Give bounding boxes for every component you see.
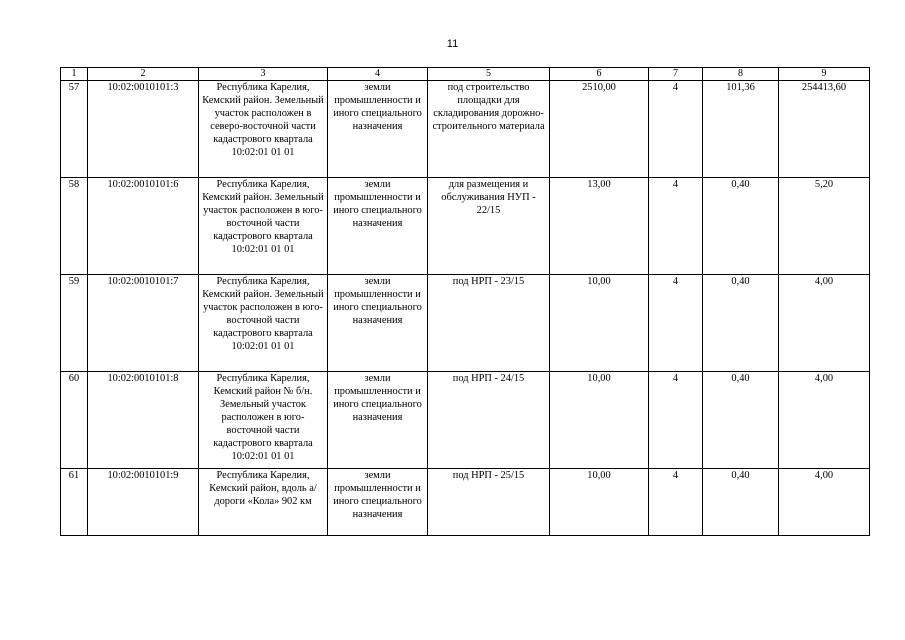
table-row <box>61 469 870 536</box>
column-header: 9 <box>779 68 870 81</box>
plot-area: 2510,00 <box>550 81 649 178</box>
column-header: 7 <box>649 68 703 81</box>
row-number: 60 <box>61 372 88 469</box>
column-8-value: 0,40 <box>703 372 779 469</box>
table-row <box>61 81 870 178</box>
column-7-value: 4 <box>649 372 703 469</box>
table-row <box>61 178 870 275</box>
column-8-value: 0,40 <box>703 469 779 536</box>
row-number: 61 <box>61 469 88 536</box>
plot-location: Республика Карелия, Кемский район № б/н. Земельный участок расположен в юго-восточной части кадастрового квартала 10:02:01 01 01 <box>199 372 328 469</box>
plot-location: Республика Карелия, Кемский район. Земельный участок расположен в северо-восточной части кадастрового квартала 10:02:01 01 01 <box>199 81 328 178</box>
column-7-value: 4 <box>649 81 703 178</box>
plot-location: Республика Карелия, Кемский район. Земельный участок расположен в юго-восточной части кадастрового квартала 10:02:01 01 01 <box>199 275 328 372</box>
column-header: 6 <box>550 68 649 81</box>
page-number: 11 <box>446 38 459 50</box>
land-category: земли промышленности и иного специального назначения <box>328 178 428 275</box>
cadastral-number: 10:02:0010101:9 <box>88 469 199 536</box>
plot-area: 13,00 <box>550 178 649 275</box>
land-plots-table <box>60 67 870 536</box>
column-9-value: 254413,60 <box>779 81 870 178</box>
column-8-value: 101,36 <box>703 81 779 178</box>
column-8-value: 0,40 <box>703 275 779 372</box>
plot-location: Республика Карелия, Кемский район, вдоль а/дороги «Кола» 902 км <box>199 469 328 536</box>
column-9-value: 5,20 <box>779 178 870 275</box>
column-header: 2 <box>88 68 199 81</box>
cadastral-number: 10:02:0010101:6 <box>88 178 199 275</box>
permitted-use: для размещения и обслуживания НУП - 22/15 <box>428 178 550 275</box>
table-row <box>61 275 870 372</box>
plot-area: 10,00 <box>550 469 649 536</box>
column-header: 5 <box>428 68 550 81</box>
row-number: 57 <box>61 81 88 178</box>
plot-area: 10,00 <box>550 372 649 469</box>
column-header: 1 <box>61 68 88 81</box>
column-9-value: 4,00 <box>779 372 870 469</box>
column-9-value: 4,00 <box>779 469 870 536</box>
land-category: земли промышленности и иного специального назначения <box>328 275 428 372</box>
column-9-value: 4,00 <box>779 275 870 372</box>
column-header: 8 <box>703 68 779 81</box>
permitted-use: под НРП - 25/15 <box>428 469 550 536</box>
column-header: 3 <box>199 68 328 81</box>
column-8-value: 0,40 <box>703 178 779 275</box>
column-7-value: 4 <box>649 178 703 275</box>
row-number: 58 <box>61 178 88 275</box>
plot-area: 10,00 <box>550 275 649 372</box>
row-number: 59 <box>61 275 88 372</box>
permitted-use: под строительство площадки для складирования дорожно-строительного материала <box>428 81 550 178</box>
cadastral-number: 10:02:0010101:7 <box>88 275 199 372</box>
land-category: земли промышленности и иного специального назначения <box>328 469 428 536</box>
permitted-use: под НРП - 24/15 <box>428 372 550 469</box>
cadastral-number: 10:02:0010101:3 <box>88 81 199 178</box>
land-category: земли промышленности и иного специального назначения <box>328 372 428 469</box>
column-header: 4 <box>328 68 428 81</box>
land-category: земли промышленности и иного специального назначения <box>328 81 428 178</box>
column-7-value: 4 <box>649 469 703 536</box>
column-7-value: 4 <box>649 275 703 372</box>
cadastral-number: 10:02:0010101:8 <box>88 372 199 469</box>
header-row <box>61 68 870 81</box>
plot-location: Республика Карелия, Кемский район. Земельный участок расположен в юго-восточной части кадастрового квартала 10:02:01 01 01 <box>199 178 328 275</box>
table-row <box>61 372 870 469</box>
permitted-use: под НРП - 23/15 <box>428 275 550 372</box>
